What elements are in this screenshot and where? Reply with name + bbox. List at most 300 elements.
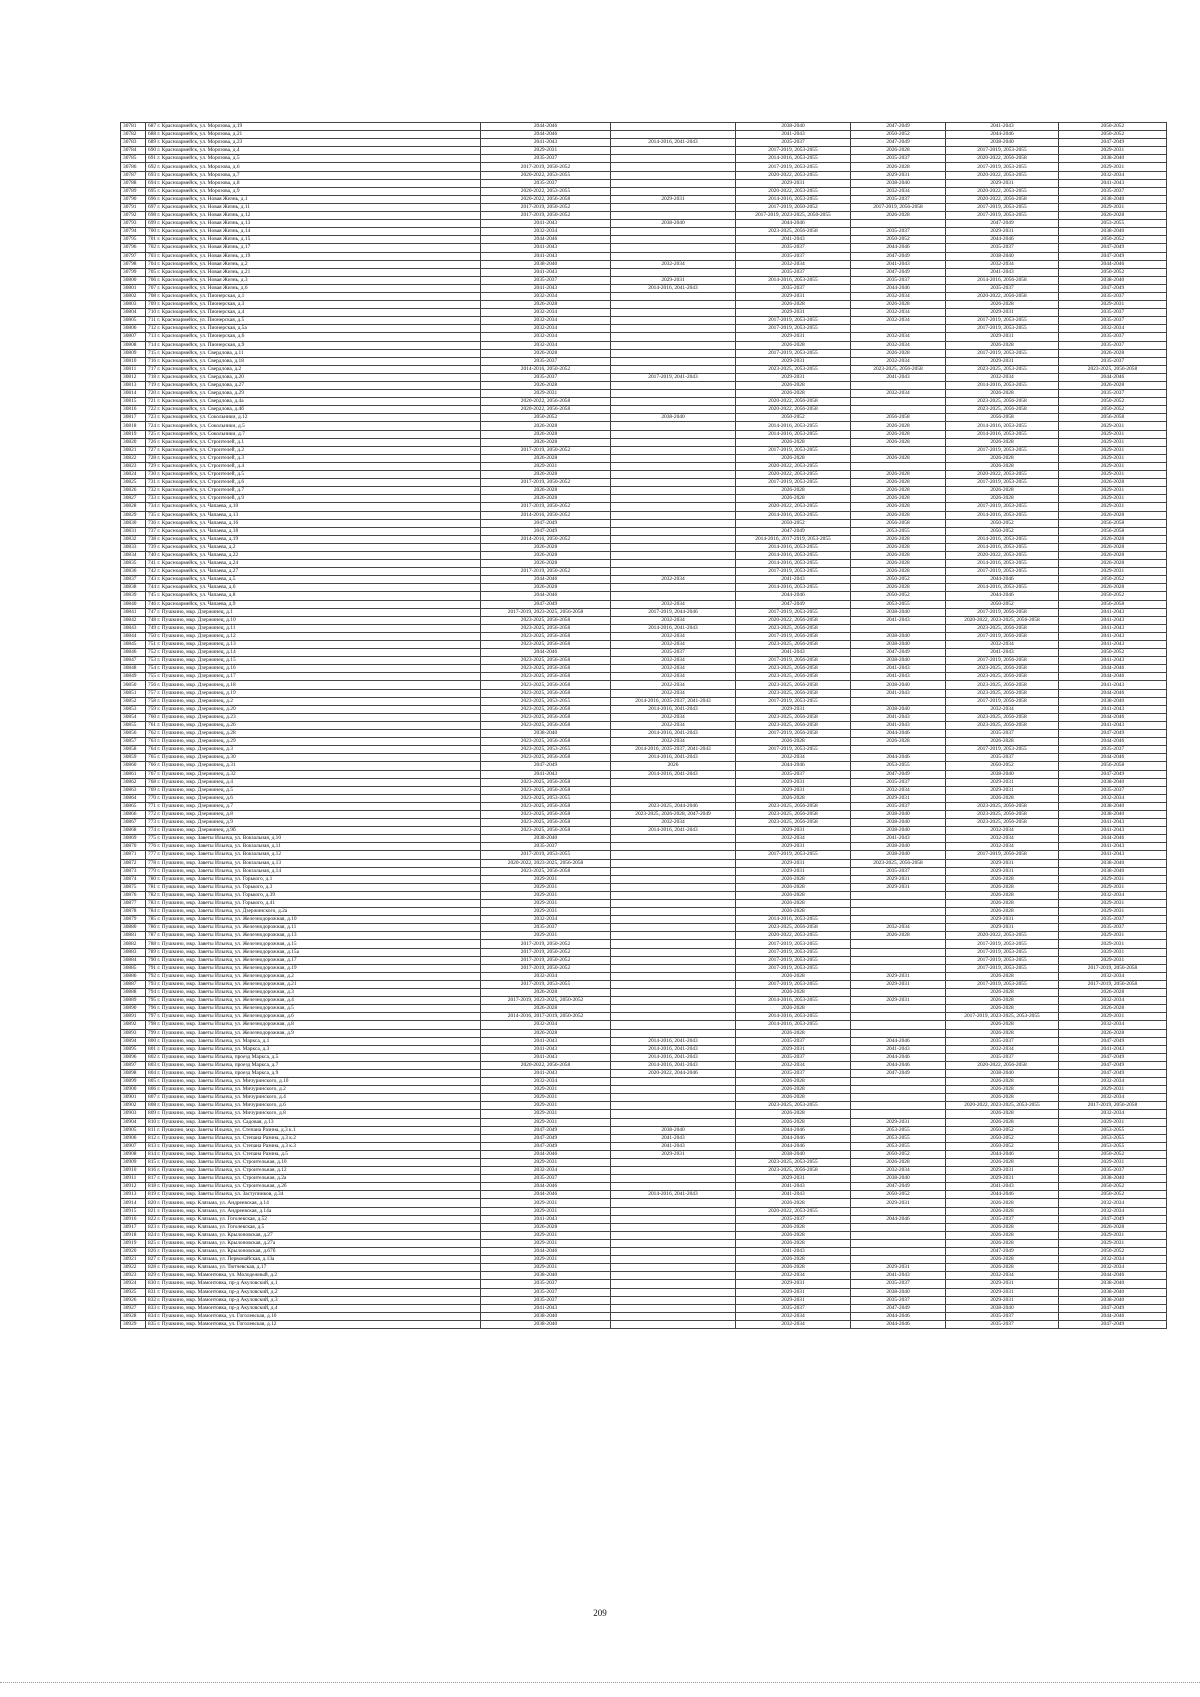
table-cell: 2023-2025, 2056-2058 xyxy=(481,641,611,649)
table-cell: 2041-2043 xyxy=(1059,1045,1167,1053)
table-cell xyxy=(611,212,736,220)
table-cell: 2026-2028 xyxy=(946,794,1059,802)
table-cell: 2017-2019, 2050-2052 xyxy=(481,163,611,171)
table-cell: 2041-2043 xyxy=(1059,179,1167,187)
table-cell: 2026-2028 xyxy=(946,1223,1059,1231)
table-cell: 30787 xyxy=(121,171,146,179)
table-cell: 2026-2028 xyxy=(946,1159,1059,1167)
table-cell: 30863 xyxy=(121,786,146,794)
table-cell: 2026-2028 xyxy=(736,301,851,309)
table-cell: 2029-2031 xyxy=(946,357,1059,365)
table-cell: 2038-2040 xyxy=(851,641,946,649)
table-cell: 2041-2043 xyxy=(481,1069,611,1077)
table-cell: 2023-2025, 2056-2058 xyxy=(481,665,611,673)
table-cell xyxy=(611,1183,736,1191)
table-cell: 2026-2028 xyxy=(481,438,611,446)
table-cell: 2017-2019, 2053-2055 xyxy=(946,948,1059,956)
table-cell: 2047-2049 xyxy=(1059,252,1167,260)
table-cell: 30808 xyxy=(121,341,146,349)
table-cell: 2014-2016, 2053-2055 xyxy=(946,560,1059,568)
table-cell: 2014-2016, 2053-2055 xyxy=(946,382,1059,390)
table-cell: 2047-2049 xyxy=(1059,284,1167,292)
table-cell: 30908 xyxy=(121,1150,146,1158)
table-cell: 2032-2034 xyxy=(851,924,946,932)
table-cell: 2017-2019, 2050-2052 xyxy=(481,212,611,220)
table-cell: 2020-2022, 2053-2055 xyxy=(946,932,1059,940)
table-cell: 2038-2040 xyxy=(611,414,736,422)
table-cell: 2026-2028 xyxy=(946,738,1059,746)
table-cell: 2056-2058 xyxy=(1059,600,1167,608)
table-cell: 30833 xyxy=(121,543,146,551)
table-row xyxy=(121,770,1167,778)
table-cell: 801 г. Пушкино, мкр. Заветы Ильича, ул. Маркса, д.3 xyxy=(146,1045,481,1053)
table-cell: 2041-2043 xyxy=(946,1183,1059,1191)
table-cell: 2032-2034 xyxy=(946,705,1059,713)
table-cell: 2041-2043 xyxy=(481,252,611,260)
table-cell: 2029-2031 xyxy=(1059,471,1167,479)
table-cell xyxy=(611,268,736,276)
table-row xyxy=(121,1110,1167,1118)
table-cell: 2026-2028 xyxy=(1059,560,1167,568)
table-cell: 2023-2025, 2056-2058 xyxy=(946,721,1059,729)
table-cell: 695 г. Красноармейск, ул. Морозова, д.9 xyxy=(146,187,481,195)
table-cell: 2026-2028 xyxy=(851,147,946,155)
table-cell: 2035-2037 xyxy=(736,139,851,147)
table-cell: 2017-2019, 2050-2052 xyxy=(481,568,611,576)
table-cell: 772 г. Пушкино, мкр. Дзержинец, д.8 xyxy=(146,810,481,818)
table-cell xyxy=(611,948,736,956)
table-cell: 2050-2052 xyxy=(946,1126,1059,1134)
table-cell xyxy=(851,406,946,414)
table-cell: 2041-2043 xyxy=(481,244,611,252)
table-row xyxy=(121,123,1167,131)
table-cell: 2020-2022, 2053-2055 xyxy=(736,1207,851,1215)
table-cell: 2029-2031 xyxy=(736,373,851,381)
table-cell: 2026-2028 xyxy=(946,1118,1059,1126)
table-cell: 2032-2034 xyxy=(946,260,1059,268)
table-cell: 721 г. Красноармейск, ул. Свердлова, д.4а xyxy=(146,398,481,406)
table-cell: 2050-2052 xyxy=(1059,1191,1167,1199)
table-cell: 2023-2025, 2053-2055 xyxy=(736,1159,851,1167)
table-cell: 2038-2040 xyxy=(851,179,946,187)
table-cell: 774 г. Пушкино, мкр. Дзержинец, д.9б xyxy=(146,827,481,835)
table-cell: 2035-2037 xyxy=(1059,1167,1167,1175)
table-cell: 2038-2040 xyxy=(851,819,946,827)
table-cell: 2041-2043 xyxy=(851,1272,946,1280)
table-cell: 2041-2043 xyxy=(851,616,946,624)
table-cell: 2029-2031 xyxy=(736,827,851,835)
table-cell: 30781 xyxy=(121,123,146,131)
table-cell: 2023-2025, 2026-2028, 2047-2049 xyxy=(611,810,736,818)
table-cell xyxy=(611,924,736,932)
table-cell: 30791 xyxy=(121,203,146,211)
table-cell: 2032-2034 xyxy=(851,309,946,317)
table-cell: 2047-2049 xyxy=(736,600,851,608)
table-cell: 771 г. Пушкино, мкр. Дзержинец, д.7 xyxy=(146,802,481,810)
document-sheet xyxy=(120,122,1138,1329)
table-row xyxy=(121,600,1167,608)
table-cell: 2014-2016, 2053-2055 xyxy=(736,422,851,430)
table-cell: 2023-2025, 2056-2058 xyxy=(736,721,851,729)
table-row xyxy=(121,325,1167,333)
table-cell: 2017-2019, 2053-2055 xyxy=(736,940,851,948)
table-cell: 2047-2049 xyxy=(1059,244,1167,252)
table-cell: 2035-2037 xyxy=(1059,341,1167,349)
table-cell: 830 г. Пушкино, мкр. Мамонтовка, пр-д Акуловский, д.1 xyxy=(146,1280,481,1288)
table-row xyxy=(121,1248,1167,1256)
table-cell: 2020-2022, 2044-2046 xyxy=(611,1069,736,1077)
table-cell xyxy=(611,479,736,487)
table-cell: 30888 xyxy=(121,989,146,997)
table-cell xyxy=(611,446,736,454)
table-cell: 2029-2031 xyxy=(946,309,1059,317)
table-cell: 2041-2043 xyxy=(1059,851,1167,859)
table-cell: 2029-2031 xyxy=(481,1086,611,1094)
table-row xyxy=(121,268,1167,276)
table-cell: 2026-2028 xyxy=(946,1207,1059,1215)
table-cell: 2032-2034 xyxy=(1059,325,1167,333)
table-cell: 30826 xyxy=(121,487,146,495)
table-row xyxy=(121,260,1167,268)
table-cell: 2038-2040 xyxy=(611,1126,736,1134)
table-cell: 805 г. Пушкино, мкр. Заветы Ильича, ул. Мичуринского, д.10 xyxy=(146,1078,481,1086)
table-cell: 2026-2028 xyxy=(1059,1029,1167,1037)
table-row xyxy=(121,171,1167,179)
table-cell: 30793 xyxy=(121,220,146,228)
table-cell: 2026-2028 xyxy=(946,891,1059,899)
table-cell: 2026-2028 xyxy=(736,738,851,746)
table-row xyxy=(121,284,1167,292)
table-row xyxy=(121,414,1167,422)
table-cell: 2032-2034 xyxy=(611,632,736,640)
table-cell: 2026-2028 xyxy=(946,908,1059,916)
table-cell: 30800 xyxy=(121,276,146,284)
table-cell: 30854 xyxy=(121,713,146,721)
table-cell: 2053-2055 xyxy=(851,1126,946,1134)
table-cell: 2032-2034 xyxy=(851,333,946,341)
table-cell: 30831 xyxy=(121,527,146,535)
table-cell xyxy=(611,891,736,899)
table-cell: 2023-2025, 2056-2058 xyxy=(481,657,611,665)
table-cell: 2047-2049 xyxy=(1059,1215,1167,1223)
table-cell: 2023-2025, 2056-2058 xyxy=(481,681,611,689)
table-cell: 2032-2034 xyxy=(1059,1078,1167,1086)
table-cell: 2041-2043 xyxy=(1059,616,1167,624)
table-cell: 2044-2046 xyxy=(946,131,1059,139)
table-cell: 30881 xyxy=(121,932,146,940)
table-cell xyxy=(611,1021,736,1029)
table-cell xyxy=(611,908,736,916)
table-row xyxy=(121,1069,1167,1077)
table-cell: 2023-2025, 2056-2058 xyxy=(946,819,1059,827)
table-cell: 2026-2028 xyxy=(851,584,946,592)
table-cell: 30859 xyxy=(121,754,146,762)
table-row xyxy=(121,746,1167,754)
table-cell: 2026-2028 xyxy=(736,794,851,802)
table-cell: 2032-2034 xyxy=(851,786,946,794)
table-cell: 2026-2028 xyxy=(481,422,611,430)
table-cell: 2032-2034 xyxy=(946,373,1059,381)
table-cell: 2044-2046 xyxy=(736,1126,851,1134)
table-cell: 2029-2031 xyxy=(946,1175,1059,1183)
table-cell: 2041-2043 xyxy=(481,220,611,228)
table-cell: 2035-2037 xyxy=(481,276,611,284)
table-cell: 2026-2028 xyxy=(946,1078,1059,1086)
table-cell xyxy=(611,1110,736,1118)
table-cell: 720 г. Красноармейск, ул. Свердлова, д.29 xyxy=(146,390,481,398)
table-cell: 2020-2022, 2053-2055 xyxy=(481,171,611,179)
table-cell xyxy=(851,1256,946,1264)
table-cell: 2038-2040 xyxy=(481,1312,611,1320)
table-cell: 30812 xyxy=(121,373,146,381)
table-cell: 705 г. Красноармейск, ул. Новая Жизнь, д.21 xyxy=(146,268,481,276)
table-cell xyxy=(851,1239,946,1247)
table-cell: 30874 xyxy=(121,875,146,883)
table-cell: 2032-2034 xyxy=(1059,794,1167,802)
table-cell: 30813 xyxy=(121,382,146,390)
table-cell: 30844 xyxy=(121,632,146,640)
table-cell: 2026-2028 xyxy=(851,511,946,519)
table-cell: 2044-2046 xyxy=(946,1150,1059,1158)
table-cell: 821 г. Пушкино, мкр. Клязьма, ул. Андреевская, д.14а xyxy=(146,1207,481,1215)
table-cell: 2044-2046 xyxy=(851,730,946,738)
table-cell: 2041-2043 xyxy=(481,139,611,147)
table-cell: 722 г. Красноармейск, ул. Свердлова, д.4б xyxy=(146,406,481,414)
table-cell: 2050-2052 xyxy=(851,576,946,584)
table-cell: 2020-2022, 2056-2058 xyxy=(946,292,1059,300)
table-cell xyxy=(611,398,736,406)
table-cell: 2032-2034 xyxy=(946,1272,1059,1280)
table-cell: 2032-2034 xyxy=(611,681,736,689)
table-cell: 2020-2022, 2053-2055 xyxy=(736,462,851,470)
table-cell: 2056-2058 xyxy=(1059,762,1167,770)
table-cell: 2029-2031 xyxy=(851,875,946,883)
table-cell: 2035-2037 xyxy=(851,1280,946,1288)
table-cell: 2035-2037 xyxy=(1059,924,1167,932)
table-cell: 30882 xyxy=(121,940,146,948)
table-cell: 2041-2043 xyxy=(851,1045,946,1053)
table-cell: 2026-2028 xyxy=(736,989,851,997)
table-cell: 2053-2055 xyxy=(851,1142,946,1150)
table-cell: 2026-2028 xyxy=(481,430,611,438)
table-cell xyxy=(611,527,736,535)
table-cell: 2035-2037 xyxy=(481,155,611,163)
table-cell xyxy=(851,462,946,470)
table-cell: 2017-2019, 2053-2055 xyxy=(736,147,851,155)
table-cell: 2017-2019, 2053-2055 xyxy=(946,325,1059,333)
table-cell: 755 г. Пушкино, мкр. Дзержинец, д.17 xyxy=(146,673,481,681)
table-cell: 2056-2058 xyxy=(1059,414,1167,422)
table-cell: 2026-2028 xyxy=(1059,511,1167,519)
table-cell xyxy=(611,1320,736,1328)
table-cell: 2041-2043 xyxy=(946,123,1059,131)
table-cell: 766 г. Пушкино, мкр. Дзержинец, д.31 xyxy=(146,762,481,770)
table-cell: 687 г. Красноармейск, ул. Морозова, д.19 xyxy=(146,123,481,131)
table-cell: 30891 xyxy=(121,1013,146,1021)
table-cell xyxy=(851,900,946,908)
table-cell: 2029-2031 xyxy=(1059,163,1167,171)
table-cell xyxy=(851,325,946,333)
table-cell xyxy=(851,697,946,705)
table-cell: 2044-2046 xyxy=(851,284,946,292)
table-cell: 2023-2025, 2056-2058 xyxy=(736,624,851,632)
table-cell: 30837 xyxy=(121,576,146,584)
table-cell: 2023-2025, 2056-2058 xyxy=(946,673,1059,681)
table-cell xyxy=(611,1102,736,1110)
table-cell: 2032-2034 xyxy=(481,1167,611,1175)
table-cell xyxy=(611,179,736,187)
table-cell: 2023-2025, 2056-2058 xyxy=(736,1167,851,1175)
table-cell: 2029-2031 xyxy=(736,778,851,786)
table-cell: 2029-2031 xyxy=(946,778,1059,786)
table-cell: 2023-2025, 2056-2058 xyxy=(736,810,851,818)
table-cell xyxy=(611,940,736,948)
table-cell: 2017-2019, 2053-2055 xyxy=(946,212,1059,220)
table-cell: 827 г. Пушкино, мкр. Клязьма, ул. Первомайская, д.13а xyxy=(146,1256,481,1264)
table-cell: 2023-2025, 2056-2058 xyxy=(946,665,1059,673)
table-cell: 2044-2046 xyxy=(851,244,946,252)
table-cell: 2035-2037 xyxy=(736,1304,851,1312)
table-row xyxy=(121,1191,1167,1199)
table-cell: 2032-2034 xyxy=(611,665,736,673)
table-cell: 30822 xyxy=(121,454,146,462)
table-row xyxy=(121,972,1167,980)
table-cell: 2041-2043 xyxy=(481,1037,611,1045)
table-cell: 2041-2043 xyxy=(946,268,1059,276)
table-cell: 2026-2028 xyxy=(1059,479,1167,487)
table-cell: 2026-2028 xyxy=(736,875,851,883)
table-cell: 2035-2037 xyxy=(1059,292,1167,300)
table-cell: 2029-2031 xyxy=(481,1094,611,1102)
table-cell xyxy=(851,908,946,916)
table-cell: 807 г. Пушкино, мкр. Заветы Ильича, ул. Мичуринского, д.4 xyxy=(146,1094,481,1102)
table-cell xyxy=(611,535,736,543)
table-cell: 2047-2049 xyxy=(851,139,946,147)
table-cell: 713 г. Красноармейск, ул. Пионерская, д.6 xyxy=(146,333,481,341)
table-cell: 2014-2016, 2053-2055 xyxy=(736,430,851,438)
table-cell: 2029-2031 xyxy=(1059,1013,1167,1021)
table-cell xyxy=(611,584,736,592)
table-cell: 30810 xyxy=(121,357,146,365)
table-cell: 30784 xyxy=(121,147,146,155)
table-cell: 2026-2028 xyxy=(1059,584,1167,592)
table-cell xyxy=(611,1207,736,1215)
table-row xyxy=(121,1078,1167,1086)
table-cell: 30867 xyxy=(121,819,146,827)
table-cell xyxy=(611,1167,736,1175)
table-cell: 2023-2025, 2056-2058 xyxy=(736,681,851,689)
table-cell: 2026-2028 xyxy=(851,503,946,511)
table-cell: 727 г. Красноармейск, ул. Строителей, д.2 xyxy=(146,446,481,454)
table-cell xyxy=(851,948,946,956)
table-cell: 30840 xyxy=(121,600,146,608)
table-cell: 2026-2028 xyxy=(481,1029,611,1037)
table-cell: 2014-2016, 2050-2052 xyxy=(481,535,611,543)
table-cell: 2029-2031 xyxy=(611,195,736,203)
table-cell: 2026-2028 xyxy=(946,454,1059,462)
table-cell: 2050-2052 xyxy=(1059,123,1167,131)
table-cell xyxy=(611,1264,736,1272)
table-cell xyxy=(611,357,736,365)
table-cell: 2023-2025, 2053-2055 xyxy=(481,697,611,705)
table-cell: 2023-2025, 2056-2058 xyxy=(736,673,851,681)
table-cell: 2056-2058 xyxy=(851,414,946,422)
table-cell: 2020-2022, 2023-2025, 2053-2055 xyxy=(946,1102,1059,1110)
table-cell: 2044-2046 xyxy=(481,1191,611,1199)
table-cell: 2026-2028 xyxy=(946,1005,1059,1013)
table-cell: 2041-2043 xyxy=(1059,721,1167,729)
table-cell: 2032-2034 xyxy=(736,754,851,762)
table-cell: 817 г. Пушкино, мкр. Заветы Ильича, ул. Строительная, д.2а xyxy=(146,1175,481,1183)
table-cell: 2047-2049 xyxy=(481,519,611,527)
table-cell: 2050-2052 xyxy=(1059,268,1167,276)
table-cell: 2050-2052 xyxy=(1059,398,1167,406)
table-cell: 709 г. Красноармейск, ул. Пионерская, д.3 xyxy=(146,301,481,309)
table-cell: 2023-2025, 2056-2058 xyxy=(736,819,851,827)
table-row xyxy=(121,835,1167,843)
table-cell: 30914 xyxy=(121,1199,146,1207)
table-cell: 2026-2028 xyxy=(736,891,851,899)
table-cell: 30817 xyxy=(121,414,146,422)
table-cell xyxy=(611,292,736,300)
table-cell: 2032-2034 xyxy=(736,835,851,843)
table-cell: 2035-2037 xyxy=(946,1215,1059,1223)
table-cell: 2014-2016, 2041-2043 xyxy=(611,705,736,713)
table-cell: 2038-2040 xyxy=(736,1150,851,1158)
table-cell: 30921 xyxy=(121,1256,146,1264)
table-cell: 2047-2049 xyxy=(481,527,611,535)
table-cell: 2029-2031 xyxy=(1059,932,1167,940)
table-cell xyxy=(611,851,736,859)
table-cell: 2026-2028 xyxy=(946,462,1059,470)
table-cell: 2017-2019, 2056-2058 xyxy=(736,632,851,640)
table-row xyxy=(121,673,1167,681)
table-cell: 2044-2046 xyxy=(736,220,851,228)
table-cell xyxy=(851,1110,946,1118)
table-cell: 2014-2016, 2041-2043 xyxy=(611,1053,736,1061)
table-cell xyxy=(611,997,736,1005)
table-cell: 2032-2034 xyxy=(736,1061,851,1069)
table-cell: 30871 xyxy=(121,851,146,859)
table-cell: 818 г. Пушкино, мкр. Заветы Ильича, ул. Строительная, д.2б xyxy=(146,1183,481,1191)
table-cell: 2017-2019, 2053-2055 xyxy=(736,956,851,964)
table-cell: 2029-2031 xyxy=(946,867,1059,875)
table-cell xyxy=(611,875,736,883)
table-cell: 2023-2025, 2056-2058 xyxy=(946,406,1059,414)
table-cell: 2014-2016, 2053-2055 xyxy=(736,916,851,924)
table-cell xyxy=(611,203,736,211)
table-cell: 2029-2031 xyxy=(1059,203,1167,211)
table-cell: 2026-2028 xyxy=(946,1231,1059,1239)
table-cell: 2014-2016, 2053-2055 xyxy=(736,997,851,1005)
table-cell: 2044-2046 xyxy=(736,1134,851,1142)
table-cell: 2029-2031 xyxy=(1059,462,1167,470)
table-cell: 2050-2052 xyxy=(851,131,946,139)
table-cell: 829 г. Пушкино, мкр. Мамонтовка, ул. Молодежный, д.2 xyxy=(146,1272,481,1280)
table-cell: 2029-2031 xyxy=(851,972,946,980)
table-cell: 30922 xyxy=(121,1264,146,1272)
table-row xyxy=(121,689,1167,697)
table-row xyxy=(121,819,1167,827)
table-cell: 2017-2019, 2053-2055 xyxy=(946,964,1059,972)
table-cell xyxy=(851,1207,946,1215)
table-cell: 737 г. Красноармейск, ул. Чапаева, д.18 xyxy=(146,527,481,535)
table-cell: 30866 xyxy=(121,810,146,818)
table-cell: 2017-2019, 2053-2055 xyxy=(946,568,1059,576)
table-cell: 2026-2028 xyxy=(851,1159,946,1167)
table-cell: 2014-2016, 2053-2055 xyxy=(946,584,1059,592)
table-cell xyxy=(611,365,736,373)
